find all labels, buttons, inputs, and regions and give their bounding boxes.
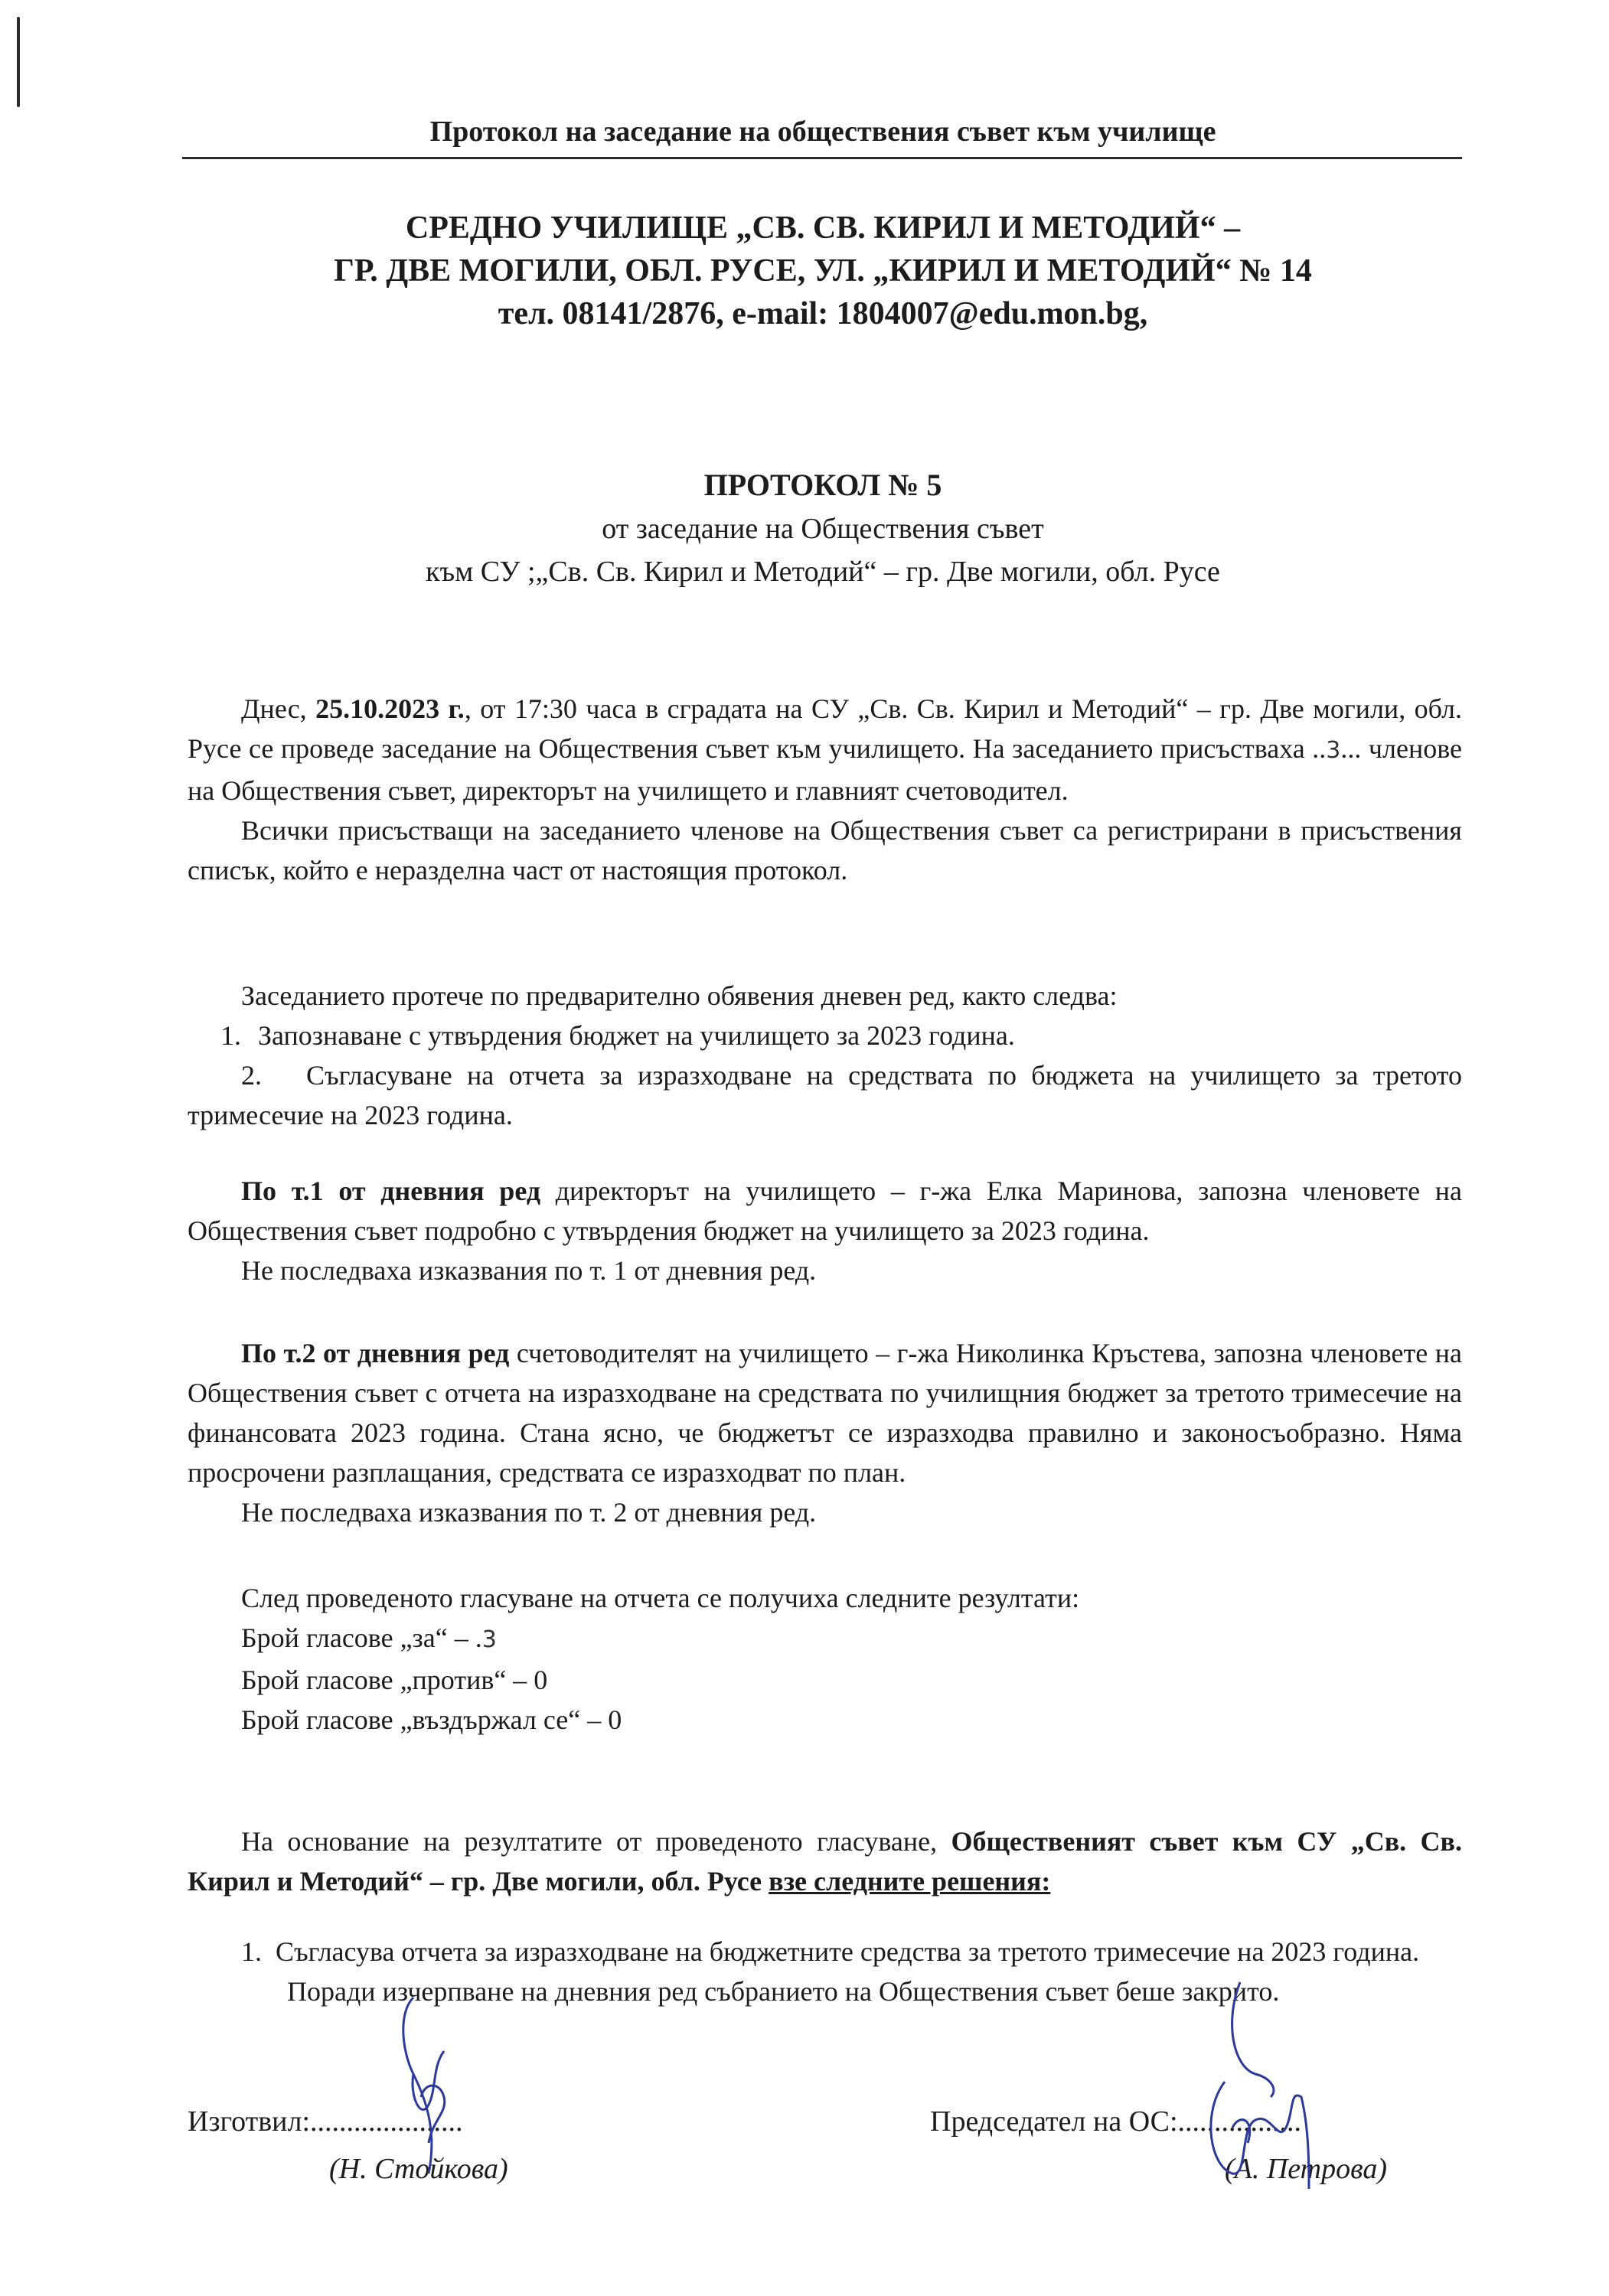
attendance-paragraph: Всички присъстващи на заседанието членове на Обществения съвет са регистрирани в присъствения списък, който е неразделна част от настоящия протокол. [188, 815, 1462, 885]
school-address-line: ГР. ДВЕ МОГИЛИ, ОБЛ. РУСЕ, УЛ. „КИРИЛ И МЕТОДИЙ“ № 14 [334, 253, 1312, 289]
intro-section [188, 689, 1462, 890]
point2-section [188, 1333, 1462, 1532]
intro-paragraph: Днес, 25.10.2023 г., от 17:30 часа в сградата на СУ „Св. Св. Кирил и Методий“ – гр. Две могили, обл. Русе се проведе заседание на Обществения съвет към училището. На заседанието присъстваха ..3... членове на Обществения съвет, директорът на училището и главният счетоводител. [188, 693, 1462, 806]
school-contact-line: тел. 08141/2876, e-mail: 1804007@edu.mon.bg, [498, 296, 1148, 331]
chair-label: Председател на ОС:................. [930, 2105, 1302, 2138]
decision-paragraph: На основание на резултатите от проведеното гласуване, Общественият съвет към СУ „Св. Св. Кирил и Методий“ – гр. Две могили, обл. Русе взе следните решения: [188, 1826, 1462, 1896]
protocol-title: ПРОТОКОЛ № 5 [703, 468, 942, 502]
voting-section [188, 1578, 1462, 1740]
agenda-item: 2. Съгласуване на отчета за изразходване на средствата по бюджета на училището за третото тримесечие на 2023 година. [188, 1060, 1462, 1130]
chair-name: (А. Петрова) [1225, 2153, 1388, 2185]
point2-no-comments: Не последваха изказвания по т. 2 от дневния ред. [241, 1497, 817, 1528]
prepared-by-name: (Н. Стойкова) [329, 2153, 508, 2185]
scan-artifact [17, 17, 20, 107]
school-info [184, 207, 1462, 335]
signature-petrova [1194, 1975, 1332, 2197]
protocol-subtitle-1: от заседание на Обществения съвет [602, 513, 1044, 545]
decision-item: 1. Съгласува отчета за изразходване на бюджетните средства за третото тримесечие на 2023 година. [241, 1936, 1420, 1967]
point2-paragraph: По т.2 от дневния ред счетоводителят на училището – г-жа Николинка Кръстева, запозна членовете на Обществения съвет с отчета на изразходване на средствата по училищния бюджет за третото тримесечие на финансовата 2023 година. Стана ясно, че бюджетът се изразходва правилно и законосъобразно. Няма просрочени разплащания, средствата се изразходват по план. [188, 1338, 1462, 1488]
votes-abstain: Брой гласове „въздържал се“ – 0 [241, 1704, 622, 1735]
point1-no-comments: Не последваха изказвания по т. 1 от дневния ред. [241, 1255, 817, 1286]
agenda-intro: Заседанието протече по предварително обявения дневен ред, както следва: [241, 980, 1118, 1011]
meeting-date: 25.10.2023 г. [315, 693, 465, 724]
point1-section [188, 1171, 1462, 1290]
document-header-title: Протокол на заседание на обществения съвет към училище [429, 116, 1216, 148]
votes-against: Брой гласове „против“ – 0 [241, 1665, 548, 1695]
protocol-heading [184, 467, 1462, 593]
closing-statement: Поради изчерпване на дневния ред събранието на Обществения съвет беше закрито. [287, 1976, 1280, 2007]
agenda-item: 1. Запознаване с утвърдения бюджет на училището за 2023 година. [220, 1020, 1015, 1051]
handwritten-attendee-count: 3 [1326, 737, 1341, 764]
handwritten-votes-for: 3 [481, 1626, 497, 1653]
agenda-section [188, 976, 1462, 1135]
decisions-heading: взе следните решения: [769, 1866, 1051, 1896]
header-divider [182, 157, 1462, 159]
protocol-subtitle-2: към СУ ;„Св. Св. Кирил и Методий“ – гр. Две могили, обл. Русе [426, 556, 1220, 588]
votes-for: Брой гласове „за“ – .3 [241, 1623, 497, 1653]
signature-stoykova [367, 1990, 490, 2181]
point1-paragraph: По т.1 от дневния ред директорът на училището – г-жа Елка Маринова, запозна членовете на Обществения съвет подробно с утвърдения бюджет на училището за 2023 година. [188, 1176, 1462, 1246]
school-name-line: СРЕДНО УЧИЛИЩЕ „СВ. СВ. КИРИЛ И МЕТОДИЙ“ – [405, 210, 1241, 246]
voting-intro: След проведеното гласуване на отчета се получиха следните резултати: [241, 1583, 1080, 1613]
prepared-by-label: Изготвил:..................... [188, 2105, 463, 2138]
